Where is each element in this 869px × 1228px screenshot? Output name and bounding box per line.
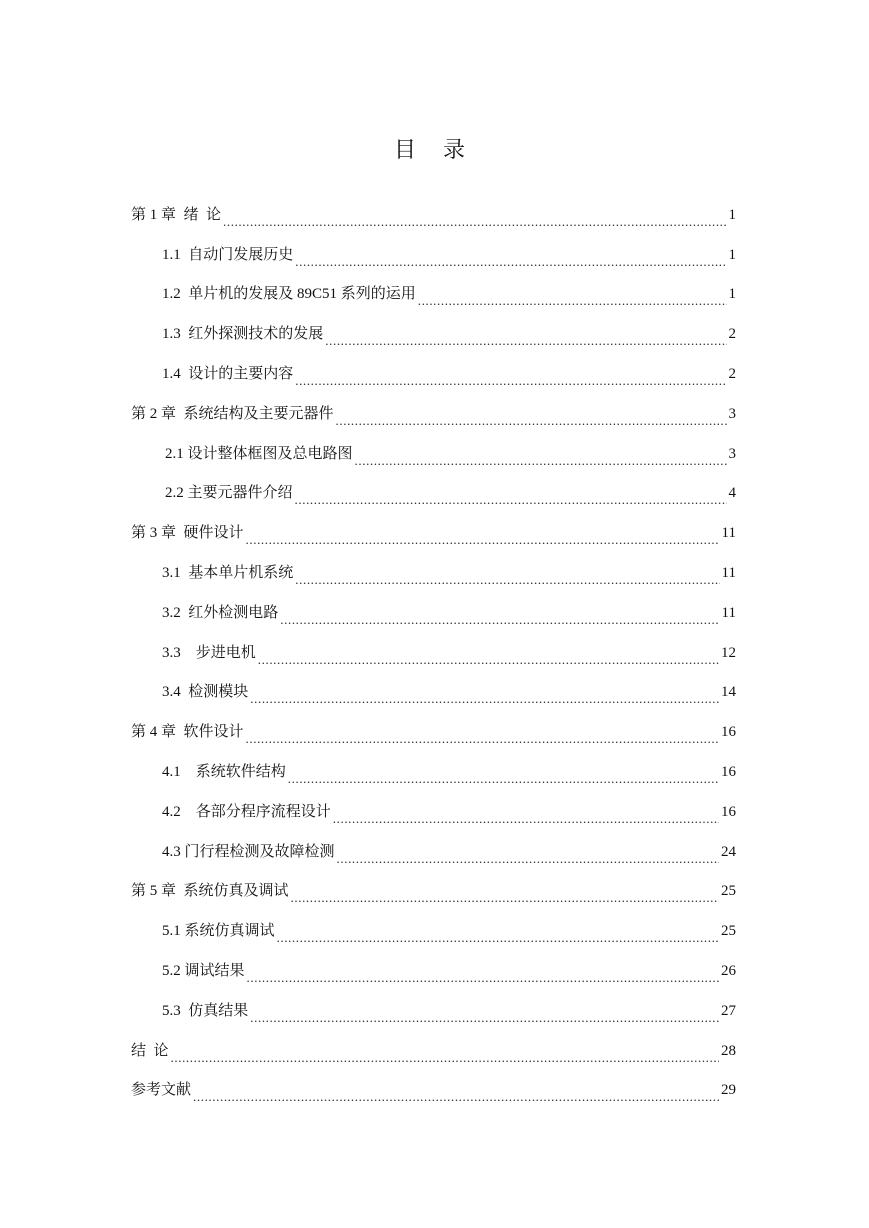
toc-entry-page-number: 14 [721, 684, 736, 701]
toc-dot-leader [333, 812, 719, 832]
toc-dot-leader [280, 613, 719, 633]
toc-entry-page-number: 11 [721, 525, 736, 542]
toc-entry[interactable] [0, 354, 869, 394]
toc-entry-page-number: 26 [721, 963, 736, 980]
toc-dot-leader [295, 493, 727, 513]
toc-entry-page-number: 25 [721, 883, 736, 900]
toc-entry-page-number: 27 [721, 1002, 736, 1019]
toc-entry-label: 1.4 设计的主要内容 [162, 366, 294, 383]
toc-entry-page-number: 28 [721, 1042, 736, 1059]
toc-dot-leader [295, 255, 726, 275]
toc-entry[interactable] [0, 951, 869, 991]
toc-entry[interactable] [0, 195, 869, 235]
toc-entry-page-number: 1 [728, 206, 736, 223]
toc-entry-page-number: 16 [721, 724, 736, 741]
toc-dot-leader [246, 533, 720, 553]
toc-dot-leader [193, 1090, 719, 1110]
toc-dot-leader [258, 653, 719, 673]
toc-entry-page-number: 16 [721, 764, 736, 781]
toc-entry-label: 3.4 检测模块 [162, 684, 249, 701]
toc-entry-page-number: 12 [721, 644, 736, 661]
toc-entry-label: 第 4 章 软件设计 [131, 724, 244, 741]
toc-entry[interactable] [0, 872, 869, 912]
toc-entry-label: 5.1 系统仿真调试 [162, 923, 275, 940]
toc-entry[interactable] [0, 314, 869, 354]
toc-entry[interactable] [0, 832, 869, 872]
toc-dot-leader [277, 931, 719, 951]
toc-entry-label: 3.3 步进电机 [162, 644, 256, 661]
toc-dot-leader [171, 1051, 719, 1071]
toc-dot-leader [336, 414, 727, 434]
toc-entry[interactable] [0, 394, 869, 434]
toc-entry-page-number: 3 [728, 405, 736, 422]
toc-entry[interactable] [0, 1071, 869, 1111]
toc-entry[interactable] [0, 911, 869, 951]
toc-entry-label: 2.2 主要元器件介绍 [165, 485, 293, 502]
toc-entry[interactable] [0, 593, 869, 633]
toc-title: 目 录 [394, 138, 475, 163]
toc-dot-leader [295, 374, 726, 394]
toc-entry-page-number: 11 [721, 565, 736, 582]
toc-entry-page-number: 25 [721, 923, 736, 940]
toc-dot-leader [250, 692, 719, 712]
toc-entry-label: 5.3 仿真结果 [162, 1002, 249, 1019]
toc-entry[interactable] [0, 673, 869, 713]
toc-dot-leader [291, 891, 719, 911]
toc-entry-label: 第 1 章 绪 论 [131, 206, 222, 223]
toc-dot-leader [288, 772, 719, 792]
toc-dot-leader [223, 215, 726, 235]
toc-dot-leader [337, 852, 719, 872]
toc-entry[interactable] [0, 434, 869, 474]
toc-entry-label: 3.2 红外检测电路 [162, 604, 279, 621]
toc-entry[interactable] [0, 275, 869, 315]
toc-entry[interactable] [0, 474, 869, 514]
toc-entry-page-number: 29 [721, 1082, 736, 1099]
toc-entry-label: 参考文献 [131, 1082, 192, 1099]
toc-entry-label: 5.2 调试结果 [162, 963, 245, 980]
toc-entry-label: 第 5 章 系统仿真及调试 [131, 883, 289, 900]
toc-entry[interactable] [0, 1031, 869, 1071]
toc-entry[interactable] [0, 633, 869, 673]
toc-entry[interactable] [0, 712, 869, 752]
toc-dot-leader [295, 573, 719, 593]
toc-dot-leader [355, 454, 727, 474]
toc-dot-leader [246, 732, 719, 752]
toc-entry-label: 第 2 章 系统结构及主要元器件 [131, 405, 334, 422]
toc-entry-page-number: 2 [728, 326, 736, 343]
toc-entry-label: 1.3 红外探测技术的发展 [162, 326, 324, 343]
toc-entry[interactable] [0, 792, 869, 832]
toc-list [0, 195, 869, 1110]
toc-entry-label: 结 论 [131, 1042, 169, 1059]
toc-entry-label: 第 3 章 硬件设计 [131, 525, 244, 542]
toc-entry[interactable] [0, 513, 869, 553]
toc-entry-page-number: 4 [728, 485, 736, 502]
toc-entry-page-number: 1 [728, 246, 736, 263]
toc-entry-label: 4.1 系统软件结构 [162, 764, 286, 781]
toc-entry-page-number: 1 [728, 286, 736, 303]
toc-entry-label: 1.2 单片机的发展及 89C51 系列的运用 [162, 286, 416, 303]
toc-dot-leader [250, 1011, 719, 1031]
toc-entry-label: 1.1 自动门发展历史 [162, 246, 294, 263]
toc-entry-page-number: 2 [728, 366, 736, 383]
toc-entry-page-number: 11 [721, 604, 736, 621]
toc-entry-label: 4.3 门行程检测及故障检测 [162, 843, 335, 860]
toc-entry[interactable] [0, 991, 869, 1031]
toc-entry[interactable] [0, 553, 869, 593]
toc-dot-leader [325, 334, 726, 354]
toc-entry-page-number: 3 [728, 445, 736, 462]
toc-entry-label: 2.1 设计整体框图及总电路图 [165, 445, 353, 462]
toc-dot-leader [418, 294, 727, 314]
toc-dot-leader [247, 971, 719, 991]
toc-entry-page-number: 16 [721, 803, 736, 820]
toc-entry-page-number: 24 [721, 843, 736, 860]
toc-entry-label: 3.1 基本单片机系统 [162, 565, 294, 582]
toc-entry[interactable] [0, 752, 869, 792]
toc-entry-label: 4.2 各部分程序流程设计 [162, 803, 331, 820]
toc-entry[interactable] [0, 235, 869, 275]
